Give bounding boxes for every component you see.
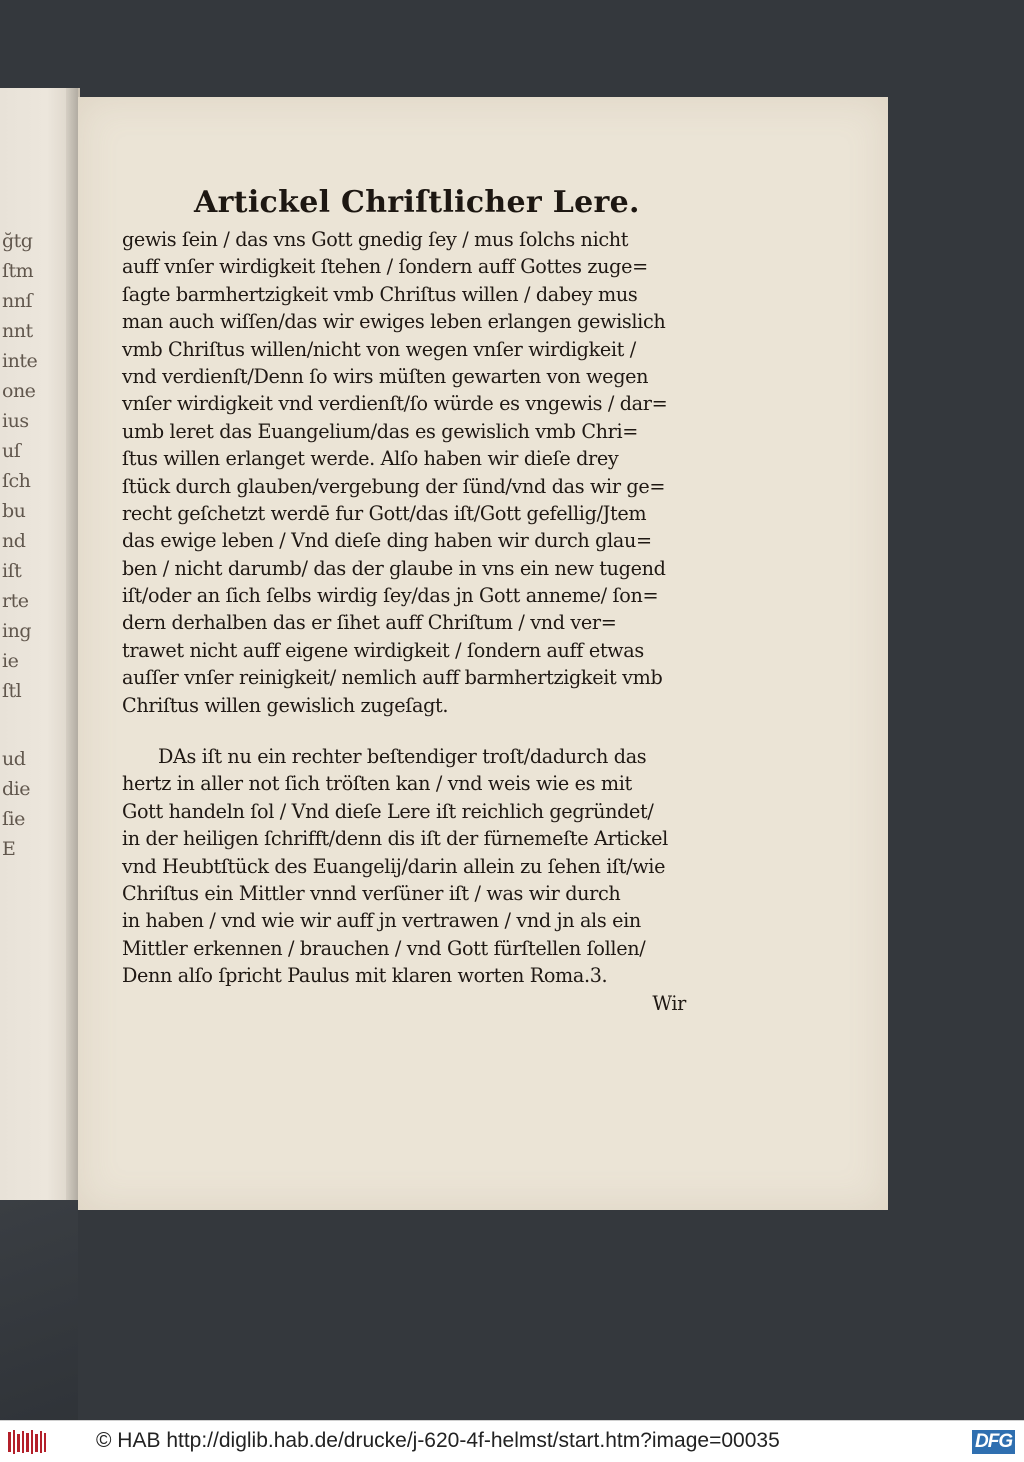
- catchword: Wir: [652, 991, 686, 1015]
- text-line: gewis ſein / das vns Gott gnedig ſey / mus ſolchs nicht: [122, 228, 629, 251]
- text-line: ſagte barmhertzigkeit vmb Chriſtus willen / dabey mus: [122, 282, 638, 306]
- text-line: in der heiligen ſchrifft/denn dis iſt der fürnemeſte Artickel: [122, 827, 668, 851]
- text-line: vmb Chriſtus willen/nicht von wegen vnſer wirdigkeit /: [122, 337, 636, 361]
- copyright-url[interactable]: © HAB http://diglib.hab.de/drucke/j-620-4f-helmst/start.htm?image=00035: [96, 1429, 780, 1452]
- paragraph-1: [122, 226, 692, 719]
- previous-page-text-fragment: ing: [2, 620, 31, 642]
- text-line: Chriſtus willen gewislich zugeſagt.: [122, 693, 449, 717]
- text-line: umb leret das Euangelium/das es gewislich vmb Chri=: [122, 419, 638, 443]
- hab-logo-icon: [6, 1428, 48, 1456]
- text-line: Mittler erkennen / brauchen / vnd Gott fürſtellen ſollen/: [122, 936, 646, 960]
- text-line: ſtus willen erlanget werde. Alſo haben wir dieſe drey: [122, 447, 619, 471]
- text-line: das ewige leben / Vnd dieſe ding haben wir durch glau=: [122, 529, 652, 553]
- text-line: vnd verdienſt/Denn ſo wirs müſten gewarten von wegen: [122, 364, 649, 388]
- previous-page-text-fragment: inte: [2, 350, 38, 372]
- previous-page-text-fragment: ſtm: [2, 260, 34, 282]
- previous-page-text-fragment: ie: [2, 650, 19, 672]
- text-line: recht geſchetzt werdē fur Gott/das iſt/Gott gefellig/Jtem: [122, 501, 647, 525]
- page-curl-shadow: [0, 1200, 78, 1430]
- text-line: DAs iſt nu ein rechter beſtendiger troſt/dadurch das: [158, 745, 647, 769]
- previous-page-text-fragment: iſt: [2, 560, 22, 582]
- dfg-logo: DFG: [972, 1430, 1015, 1454]
- text-line: in haben / vnd wie wir auff jn vertrawen / vnd jn als ein: [122, 909, 641, 933]
- running-head: Artickel Chriſtlicher Lere.: [194, 185, 640, 220]
- page-text-block: [122, 185, 692, 1017]
- text-line: Gott handeln ſol / Vnd dieſe Lere iſt reichlich gegründet/: [122, 799, 654, 823]
- previous-page-text-fragment: ğtg: [2, 230, 33, 252]
- text-line: Chriſtus ein Mittler vnnd verſüner iſt / was wir durch: [122, 881, 621, 905]
- previous-page-text-fragment: ſch: [2, 470, 31, 492]
- text-line: vnd Heubtſtück des Euangelij/darin allein zu ſehen iſt/wie: [122, 854, 666, 878]
- previous-page-text-fragment: one: [2, 380, 36, 402]
- previous-page-text-fragment: ius: [2, 410, 29, 432]
- previous-page-text-fragment: nnſ: [2, 290, 33, 312]
- text-line: ben / nicht darumb/ das der glaube in vns ein new tugend: [122, 556, 666, 580]
- previous-page-text-fragment: bu: [2, 500, 26, 522]
- paragraph-gap: [122, 719, 692, 743]
- text-line: trawet nicht auff eigene wirdigkeit / ſondern auff etwas: [122, 638, 644, 662]
- previous-page-text-fragment: uſ: [2, 440, 21, 462]
- text-line: ſtück durch glauben/vergebung der ſünd/vnd das wir ge=: [122, 474, 666, 498]
- paragraph-2: [122, 743, 692, 990]
- previous-page-text-fragment: ud: [2, 748, 26, 770]
- scanned-page: [78, 97, 888, 1210]
- text-line: man auch wiſſen/das wir ewiges leben erlangen gewislich: [122, 310, 666, 334]
- page-gutter-shadow: [66, 88, 78, 1208]
- previous-page-text-fragment: nd: [2, 530, 26, 552]
- previous-page-text-fragment: ſie: [2, 808, 25, 830]
- text-line: dern derhalben das er ſihet auff Chriſtum / vnd ver=: [122, 611, 617, 635]
- text-line: hertz in aller not ſich tröſten kan / vnd weis wie es mit: [122, 772, 632, 796]
- previous-page-text-fragment: rte: [2, 590, 29, 612]
- text-line: iſt/oder an ſich ſelbs wirdig ſey/das jn Gott anneme/ ſon=: [122, 584, 659, 608]
- text-line: vnſer wirdigkeit vnd verdienſt/ſo würde es vngewis / dar=: [122, 392, 668, 416]
- previous-page-text-fragment: nnt: [2, 320, 33, 342]
- previous-page-text-fragment: E: [2, 838, 16, 860]
- text-line: auſſer vnſer reinigkeit/ nemlich auff barmhertzigkeit vmb: [122, 666, 663, 690]
- text-line: Denn alſo ſpricht Paulus mit klaren worten Roma.3.: [122, 964, 608, 988]
- previous-page-text-fragment: ſtl: [2, 680, 22, 702]
- footer-bar: [0, 1420, 1024, 1462]
- previous-page-edge: [0, 88, 80, 1208]
- previous-page-text-fragment: die: [2, 778, 30, 800]
- text-line: auff vnſer wirdigkeit ſtehen / ſondern auff Gottes zuge=: [122, 255, 648, 279]
